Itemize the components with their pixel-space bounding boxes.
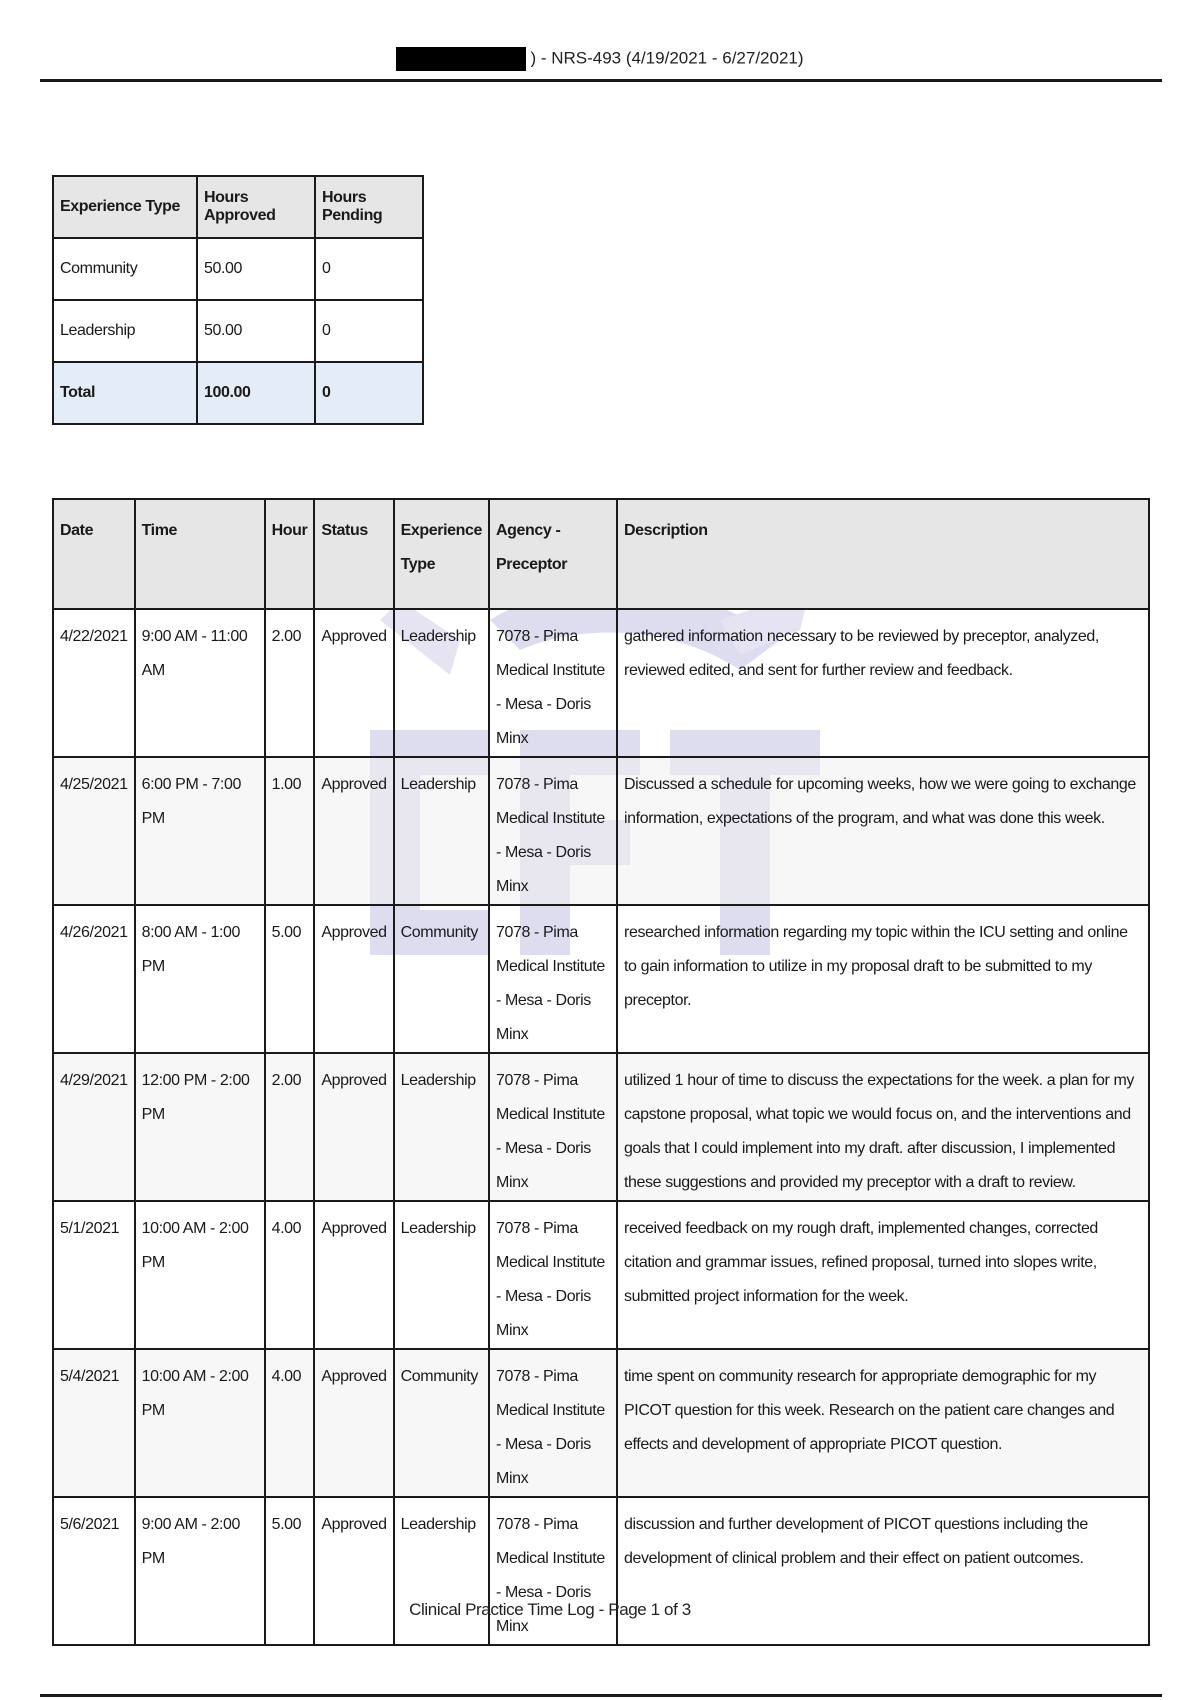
log-header-cell: Description [617,499,1149,609]
log-date: 4/29/2021 [53,1053,135,1201]
log-status: Approved [314,1053,393,1201]
summary-header-cell: Hours Approved [197,176,315,238]
time-log-table [52,498,1150,1646]
summary-row [53,238,423,300]
summary-cell: 0 [315,300,423,362]
summary-cell: 0 [315,238,423,300]
summary-row [53,300,423,362]
summary-cell: Total [53,362,197,424]
log-row [53,1349,1149,1497]
log-hour: 1.00 [265,757,315,905]
summary-header-cell: Experience Type [53,176,197,238]
log-date: 5/4/2021 [53,1349,135,1497]
log-header-cell: Status [314,499,393,609]
log-status: Approved [314,609,393,757]
log-hour: 2.00 [265,609,315,757]
log-description: received feedback on my rough draft, implemented changes, corrected citation and grammar issues, refined proposal, turned into slopes write, submitted project information for the week. [617,1201,1149,1349]
log-status: Approved [314,1497,393,1645]
log-time: 10:00 AM - 2:00 PM [135,1349,265,1497]
header-divider [40,79,1162,82]
log-date: 5/1/2021 [53,1201,135,1349]
log-description: gathered information necessary to be reviewed by preceptor, analyzed, reviewed edited, and sent for further review and feedback. [617,609,1149,757]
log-type: Leadership [394,1497,489,1645]
log-hour: 4.00 [265,1201,315,1349]
log-type: Leadership [394,609,489,757]
log-status: Approved [314,905,393,1053]
log-header-cell: Time [135,499,265,609]
summary-cell: 100.00 [197,362,315,424]
log-type: Community [394,1349,489,1497]
log-description: researched information regarding my topic within the ICU setting and online to gain information to utilize in my proposal draft to be submitted to my preceptor. [617,905,1149,1053]
log-description: utilized 1 hour of time to discuss the expectations for the week. a plan for my capstone proposal, what topic we would focus on, and the interventions and goals that I could implement into my draft. after discussion, I implemented these suggestions and provided my preceptor with a draft to review. [617,1053,1149,1201]
summary-cell: 50.00 [197,300,315,362]
log-description: Discussed a schedule for upcoming weeks, how we were going to exchange information, expectations of the program, and what was done this week. [617,757,1149,905]
summary-total-row [53,362,423,424]
summary-cell: Community [53,238,197,300]
log-hour: 4.00 [265,1349,315,1497]
summary-header-cell: Hours Pending [315,176,423,238]
summary-cell: Leadership [53,300,197,362]
document-header [40,47,1160,71]
log-date: 4/25/2021 [53,757,135,905]
log-row [53,1053,1149,1201]
log-agency: 7078 - Pima Medical Institute - Mesa - Doris Minx [489,1497,617,1645]
log-row [53,905,1149,1053]
log-hour: 2.00 [265,1053,315,1201]
log-agency: 7078 - Pima Medical Institute - Mesa - Doris Minx [489,1053,617,1201]
log-status: Approved [314,1201,393,1349]
log-row [53,609,1149,757]
log-header-row [53,499,1149,609]
log-header-cell: Experience Type [394,499,489,609]
log-header-cell: Date [53,499,135,609]
log-header-cell: Agency - Preceptor [489,499,617,609]
footer-divider [40,1694,1162,1697]
log-hour: 5.00 [265,905,315,1053]
summary-cell: 0 [315,362,423,424]
redacted-name [396,47,526,71]
log-type: Leadership [394,1053,489,1201]
log-row [53,757,1149,905]
log-status: Approved [314,757,393,905]
log-time: 8:00 AM - 1:00 PM [135,905,265,1053]
log-date: 4/22/2021 [53,609,135,757]
log-date: 5/6/2021 [53,1497,135,1645]
log-time: 12:00 PM - 2:00 PM [135,1053,265,1201]
log-type: Leadership [394,757,489,905]
hours-summary-table [52,175,424,425]
page-footer: Clinical Practice Time Log - Page 1 of 3 [409,1600,691,1619]
log-agency: 7078 - Pima Medical Institute - Mesa - Doris Minx [489,609,617,757]
log-header-cell: Hour [265,499,315,609]
log-time: 9:00 AM - 2:00 PM [135,1497,265,1645]
log-date: 4/26/2021 [53,905,135,1053]
log-time: 10:00 AM - 2:00 PM [135,1201,265,1349]
summary-header-row [53,176,423,238]
log-agency: 7078 - Pima Medical Institute - Mesa - Doris Minx [489,757,617,905]
log-agency: 7078 - Pima Medical Institute - Mesa - Doris Minx [489,1201,617,1349]
log-status: Approved [314,1349,393,1497]
log-hour: 5.00 [265,1497,315,1645]
log-time: 9:00 AM - 11:00 AM [135,609,265,757]
log-description: discussion and further development of PICOT questions including the development of clinical problem and their effect on patient outcomes. [617,1497,1149,1645]
log-type: Leadership [394,1201,489,1349]
log-row [53,1497,1149,1645]
log-type: Community [394,905,489,1053]
log-description: time spent on community research for appropriate demographic for my PICOT question for this week. Research on the patient care changes and effects and development of appropriate PICOT question. [617,1349,1149,1497]
log-row [53,1201,1149,1349]
summary-cell: 50.00 [197,238,315,300]
course-info: ) - NRS-493 (4/19/2021 - 6/27/2021) [530,48,804,68]
log-time: 6:00 PM - 7:00 PM [135,757,265,905]
log-agency: 7078 - Pima Medical Institute - Mesa - Doris Minx [489,905,617,1053]
log-agency: 7078 - Pima Medical Institute - Mesa - Doris Minx [489,1349,617,1497]
